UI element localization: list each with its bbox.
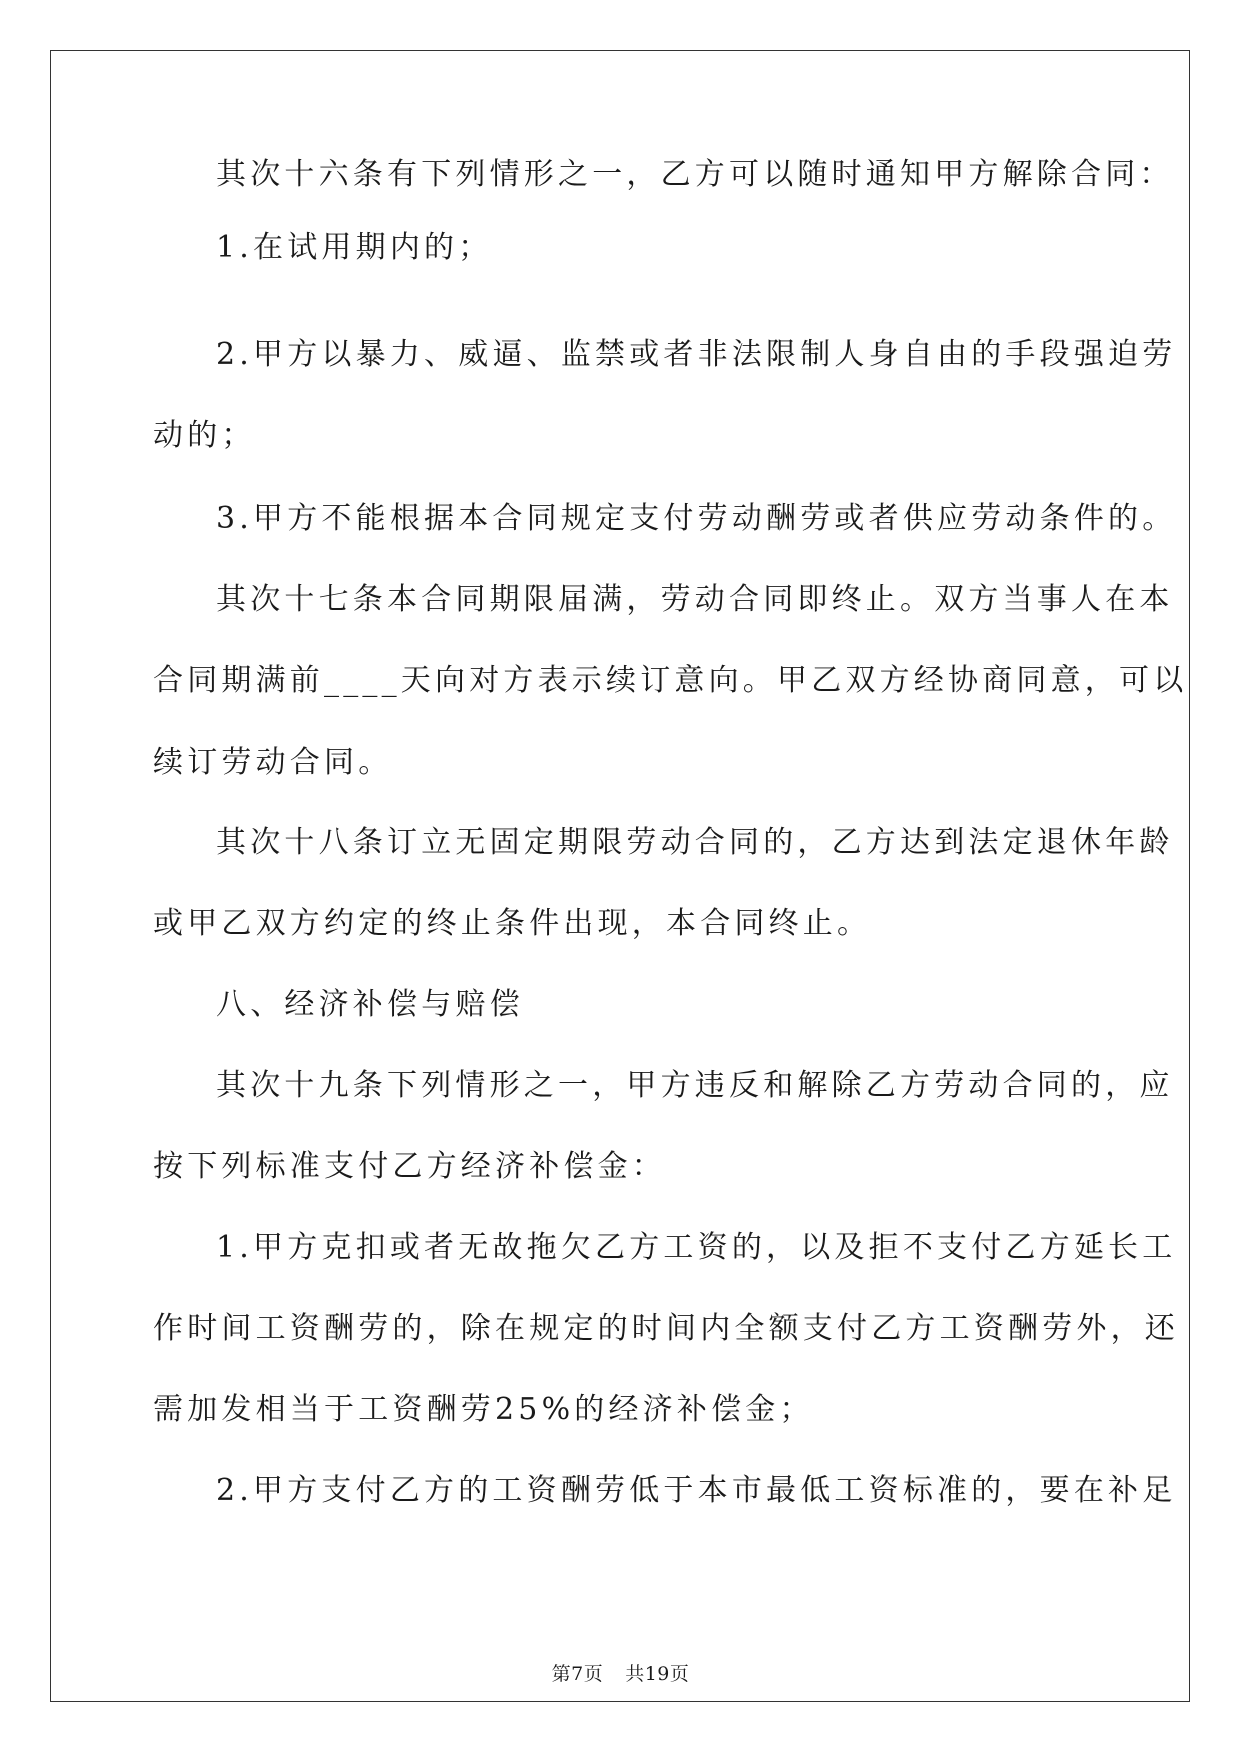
paragraph-line: 续订劳动合同。 <box>153 745 393 780</box>
paragraph-line: 或甲乙双方约定的终止条件出现，本合同终止。 <box>153 906 872 941</box>
paragraph-line: 1.在试用期内的； <box>216 230 493 265</box>
paragraph-line: 其次十七条本合同期限届满，劳动合同即终止。双方当事人在本 <box>216 582 1174 617</box>
section-heading: 八、经济补偿与赔偿 <box>216 987 524 1022</box>
paragraph-line: 其次十八条订立无固定期限劳动合同的，乙方达到法定退休年龄 <box>216 825 1174 860</box>
page-total: 共19页 <box>625 1663 690 1685</box>
paragraph-line: 3.甲方不能根据本合同规定支付劳动酬劳或者供应劳动条件的。 <box>216 501 1177 536</box>
paragraph-line: 2.甲方以暴力、威逼、监禁或者非法限制人身自由的手段强迫劳 <box>216 337 1177 372</box>
paragraph-line: 按下列标准支付乙方经济补偿金： <box>153 1149 666 1184</box>
paragraph-line: 动的； <box>153 418 256 453</box>
paragraph-line: 2.甲方支付乙方的工资酬劳低于本市最低工资标准的，要在补足 <box>216 1473 1177 1508</box>
page-footer <box>0 1662 1241 1686</box>
page-number: 第7页 <box>551 1663 604 1685</box>
paragraph-line: 其次十六条有下列情形之一，乙方可以随时通知甲方解除合同： <box>216 157 1174 192</box>
paragraph-line: 合同期满前____天向对方表示续订意向。甲乙双方经协商同意，可以 <box>153 663 1188 698</box>
paragraph-line: 需加发相当于工资酬劳25%的经济补偿金； <box>153 1392 814 1427</box>
page-border <box>50 50 1190 1702</box>
paragraph-line: 其次十九条下列情形之一，甲方违反和解除乙方劳动合同的，应 <box>216 1068 1174 1103</box>
paragraph-line: 作时间工资酬劳的，除在规定的时间内全额支付乙方工资酬劳外，还 <box>153 1311 1179 1346</box>
paragraph-line: 1.甲方克扣或者无故拖欠乙方工资的，以及拒不支付乙方延长工 <box>216 1230 1177 1265</box>
